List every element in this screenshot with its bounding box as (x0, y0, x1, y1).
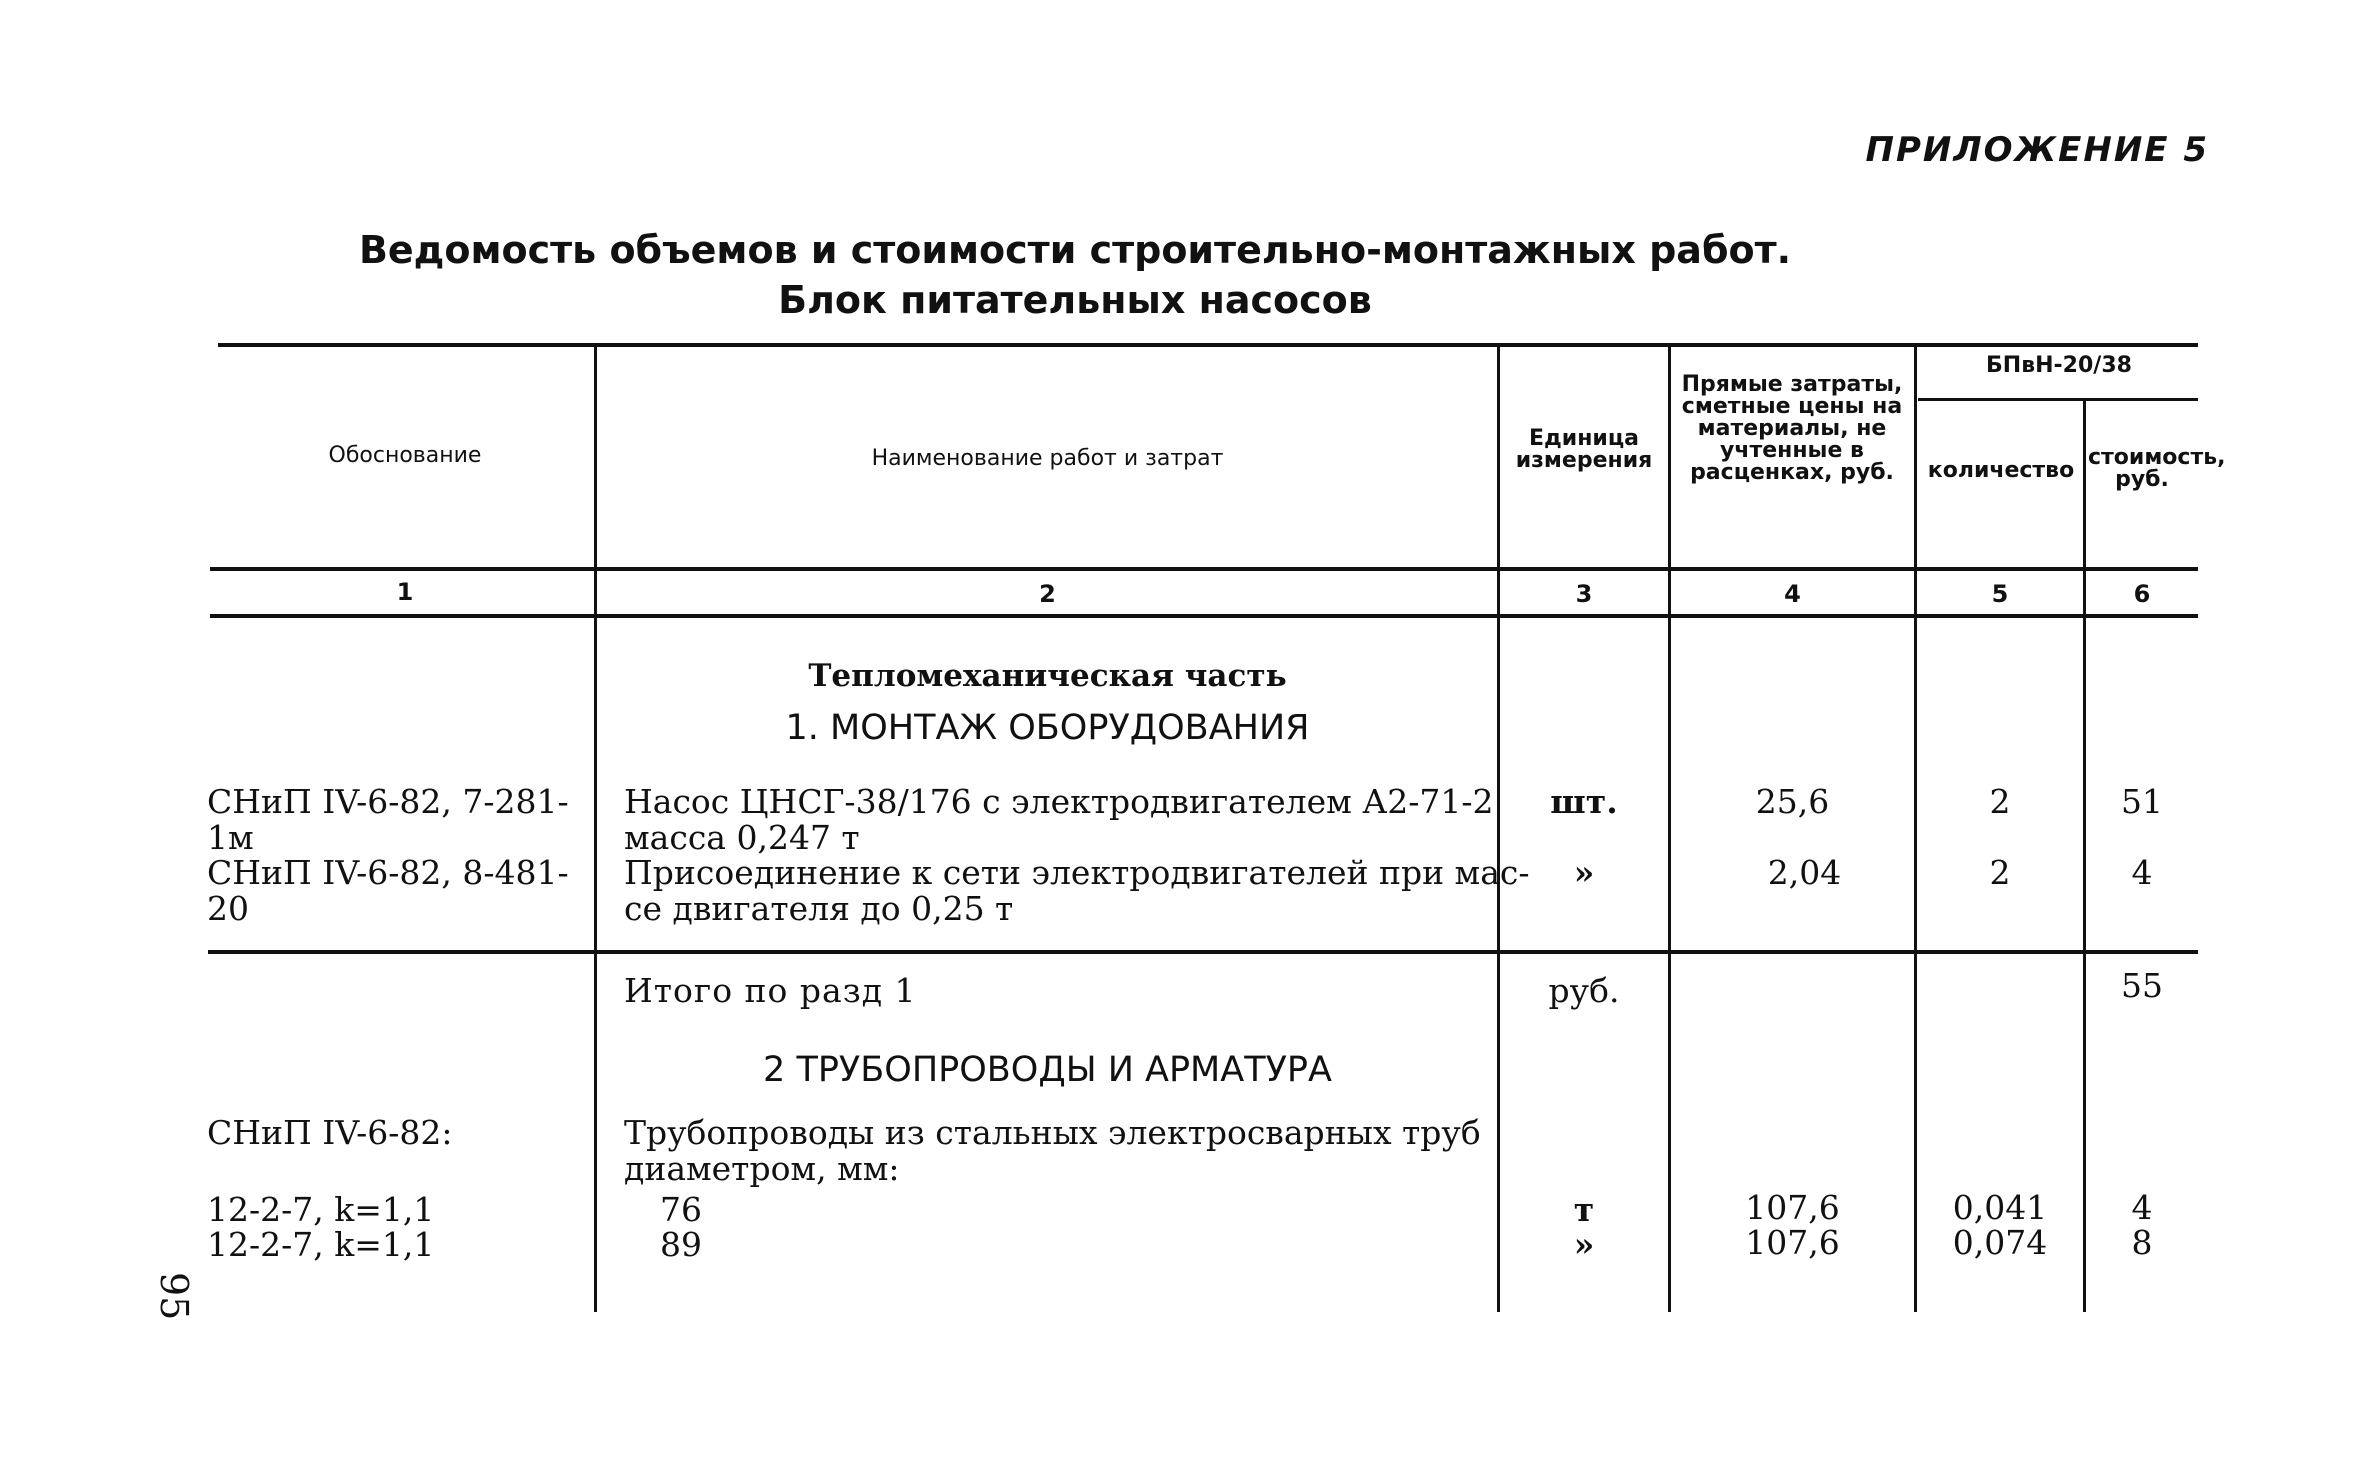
part-title: Тепломеханическая часть (808, 658, 1287, 694)
group-name: Трубопроводы из стальных электросварных труб диаметром, мм: (624, 1113, 1481, 1188)
section-2-title: 2 ТРУБОПРОВОДЫ И АРМАТУРА (763, 1050, 1332, 1090)
header-direct-costs: Прямые затраты, сметные цены на материалы, не учтенные в расценках, руб. (1681, 372, 1903, 485)
row-quantity: 2 (1989, 853, 2011, 892)
row-basis: СНиП IV-6-82, 8-481- 20 (207, 853, 569, 928)
section-1-title: 1. МОНТАЖ ОБОРУДОВАНИЯ (785, 708, 1310, 748)
header-unit: Единица измерения (1515, 426, 1653, 473)
appendix-label: ПРИЛОЖЕНИЕ 5 (1865, 130, 2209, 170)
row-price: 107,6 (1745, 1223, 1840, 1262)
column-number-3: 3 (1575, 580, 1593, 608)
row-cost: 51 (2121, 782, 2163, 821)
row-basis: 12-2-7, k=1,1 (207, 1225, 435, 1264)
row-quantity: 0,074 (1952, 1223, 2048, 1262)
row-name: 76 (660, 1190, 702, 1229)
row-name: 89 (660, 1225, 702, 1264)
row-name: Насос ЦНСГ-38/176 с электродвигателем А2-71-2 масса 0,247 т (624, 782, 1494, 857)
row-price: 107,6 (1745, 1188, 1840, 1227)
total-cost: 55 (2121, 966, 2163, 1005)
row-cost: 8 (2131, 1223, 2153, 1262)
row-quantity: 2 (1989, 782, 2011, 821)
column-number-6: 6 (2133, 580, 2151, 608)
header-cost: стоимость, руб. (2088, 445, 2226, 492)
row-unit: т (1573, 1190, 1595, 1229)
row-basis: 12-2-7, k=1,1 (207, 1190, 435, 1229)
row-price: 2,04 (1767, 853, 1842, 892)
row-name: Присоединение к сети электродвигателей при мас- се двигателя до 0,25 т (624, 853, 1530, 928)
row-price: 25,6 (1755, 782, 1830, 821)
column-number-1: 1 (396, 578, 414, 606)
header-name: Наименование работ и затрат (871, 446, 1224, 471)
group-basis: СНиП IV-6-82: (207, 1113, 453, 1152)
row-basis: СНиП IV-6-82, 7-281- 1м (207, 782, 569, 857)
row-unit: шт. (1550, 782, 1618, 821)
header-basis: Обоснование (328, 443, 482, 468)
column-number-4: 4 (1784, 580, 1801, 608)
header-group: БПвН-20/38 (1986, 353, 2132, 378)
row-unit: » (1573, 1225, 1595, 1264)
column-number-2: 2 (1039, 580, 1056, 608)
document-title-line-2: Блок питательных насосов (778, 278, 1372, 322)
row-unit: » (1573, 853, 1595, 892)
total-label: Итого по разд 1 (624, 971, 917, 1010)
document-title-line-1: Ведомость объемов и стоимости строительно-монтажных работ. (358, 228, 1792, 272)
header-quantity: количество (1927, 458, 2075, 483)
column-number-5: 5 (1991, 580, 2009, 608)
row-cost: 4 (2131, 1188, 2153, 1227)
row-cost: 4 (2131, 853, 2153, 892)
page-number: 95 (152, 1272, 196, 1321)
total-unit: руб. (1548, 971, 1620, 1010)
row-quantity: 0,041 (1952, 1188, 2048, 1227)
